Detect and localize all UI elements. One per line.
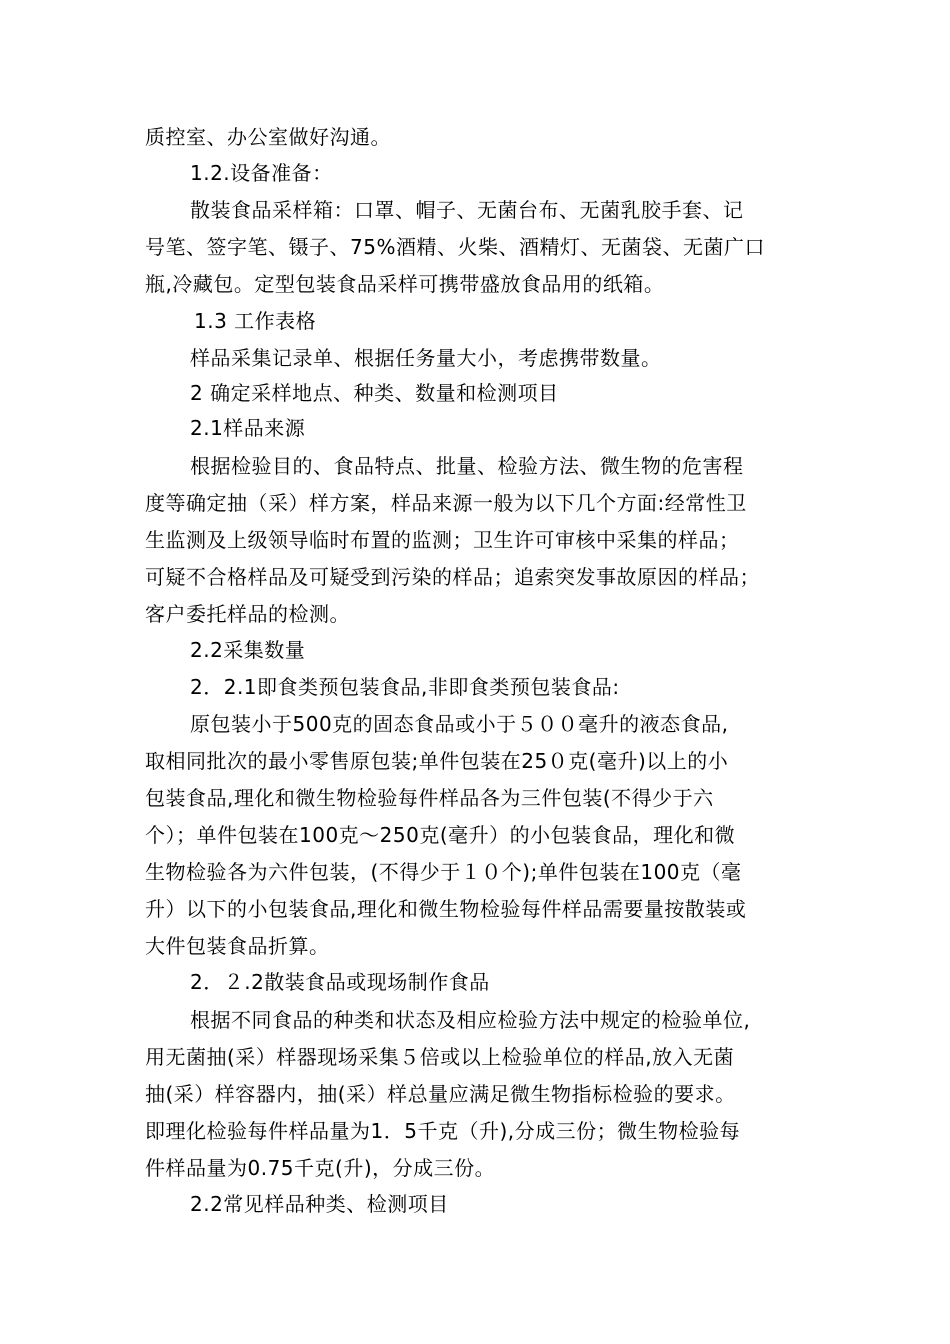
text-line: 抽(采）样容器内，抽(采）样总量应满足微生物指标检验的要求。 (145, 1082, 736, 1106)
text-line: 包装食品,理化和微生物检验每件样品各为三件包装(不得少于六 (145, 786, 714, 810)
section-heading: 2.1样品来源 (190, 416, 306, 440)
section-heading: 1.2.设备准备： (190, 161, 333, 185)
text-line: 客户委托样品的检测。 (145, 602, 350, 626)
text-line: 样品采集记录单、根据任务量大小，考虑携带数量。 (190, 346, 662, 370)
section-heading: 2．2.1即食类预包装食品,非即食类预包装食品: (190, 675, 620, 699)
text-line: 件样品量为0.75千克(升)，分成三份。 (145, 1156, 496, 1180)
text-line: 升）以下的小包装食品,理化和微生物检验每件样品需要量按散装或 (145, 897, 747, 921)
text-line: 瓶,冷藏包。定型包装食品采样可携带盛放食品用的纸箱。 (145, 272, 665, 296)
text-line: 号笔、签字笔、镊子、75%酒精、火柴、酒精灯、无菌袋、无菌广口 (145, 235, 765, 259)
section-heading: 2．２.2散装食品或现场制作食品 (190, 970, 490, 994)
text-line: 个）；单件包装在100克～250克(毫升）的小包装食品，理化和微 (145, 823, 736, 847)
text-line: 散装食品采样箱：口罩、帽子、无菌台布、无菌乳胶手套、记 (190, 198, 744, 222)
section-heading: 2.2常见样品种类、检测项目 (190, 1192, 449, 1216)
text-line: 大件包装食品折算。 (145, 934, 330, 958)
text-line: 根据不同食品的种类和状态及相应检验方法中规定的检验单位, (190, 1008, 751, 1032)
text-line: 可疑不合格样品及可疑受到污染的样品；追索突发事故原因的样品； (145, 565, 760, 589)
text-line: 根据检验目的、食品特点、批量、检验方法、微生物的危害程 (190, 454, 744, 478)
section-heading: 2 确定采样地点、种类、数量和检测项目 (190, 381, 559, 405)
text-line: 用无菌抽(采）样器现场采集５倍或以上检验单位的样品,放入无菌 (145, 1045, 735, 1069)
text-line: 生物检验各为六件包装，(不得少于１０个);单件包装在100克（毫 (145, 860, 742, 884)
text-line: 度等确定抽（采）样方案，样品来源一般为以下几个方面:经常性卫 (145, 491, 747, 515)
text-line: 原包装小于500克的固态食品或小于５００毫升的液态食品, (190, 712, 729, 736)
text-line: 生监测及上级领导临时布置的监测；卫生许可审核中采集的样品； (145, 528, 740, 552)
text-line: 即理化检验每件样品量为1．5千克（升),分成三份；微生物检验每 (145, 1119, 741, 1143)
section-heading: 2.2采集数量 (190, 638, 306, 662)
text-line: 质控室、办公室做好沟通。 (145, 125, 391, 149)
section-heading: 1.3 工作表格 (194, 309, 317, 333)
text-line: 取相同批次的最小零售原包装;单件包装在25０克(毫升)以上的小 (145, 749, 729, 773)
